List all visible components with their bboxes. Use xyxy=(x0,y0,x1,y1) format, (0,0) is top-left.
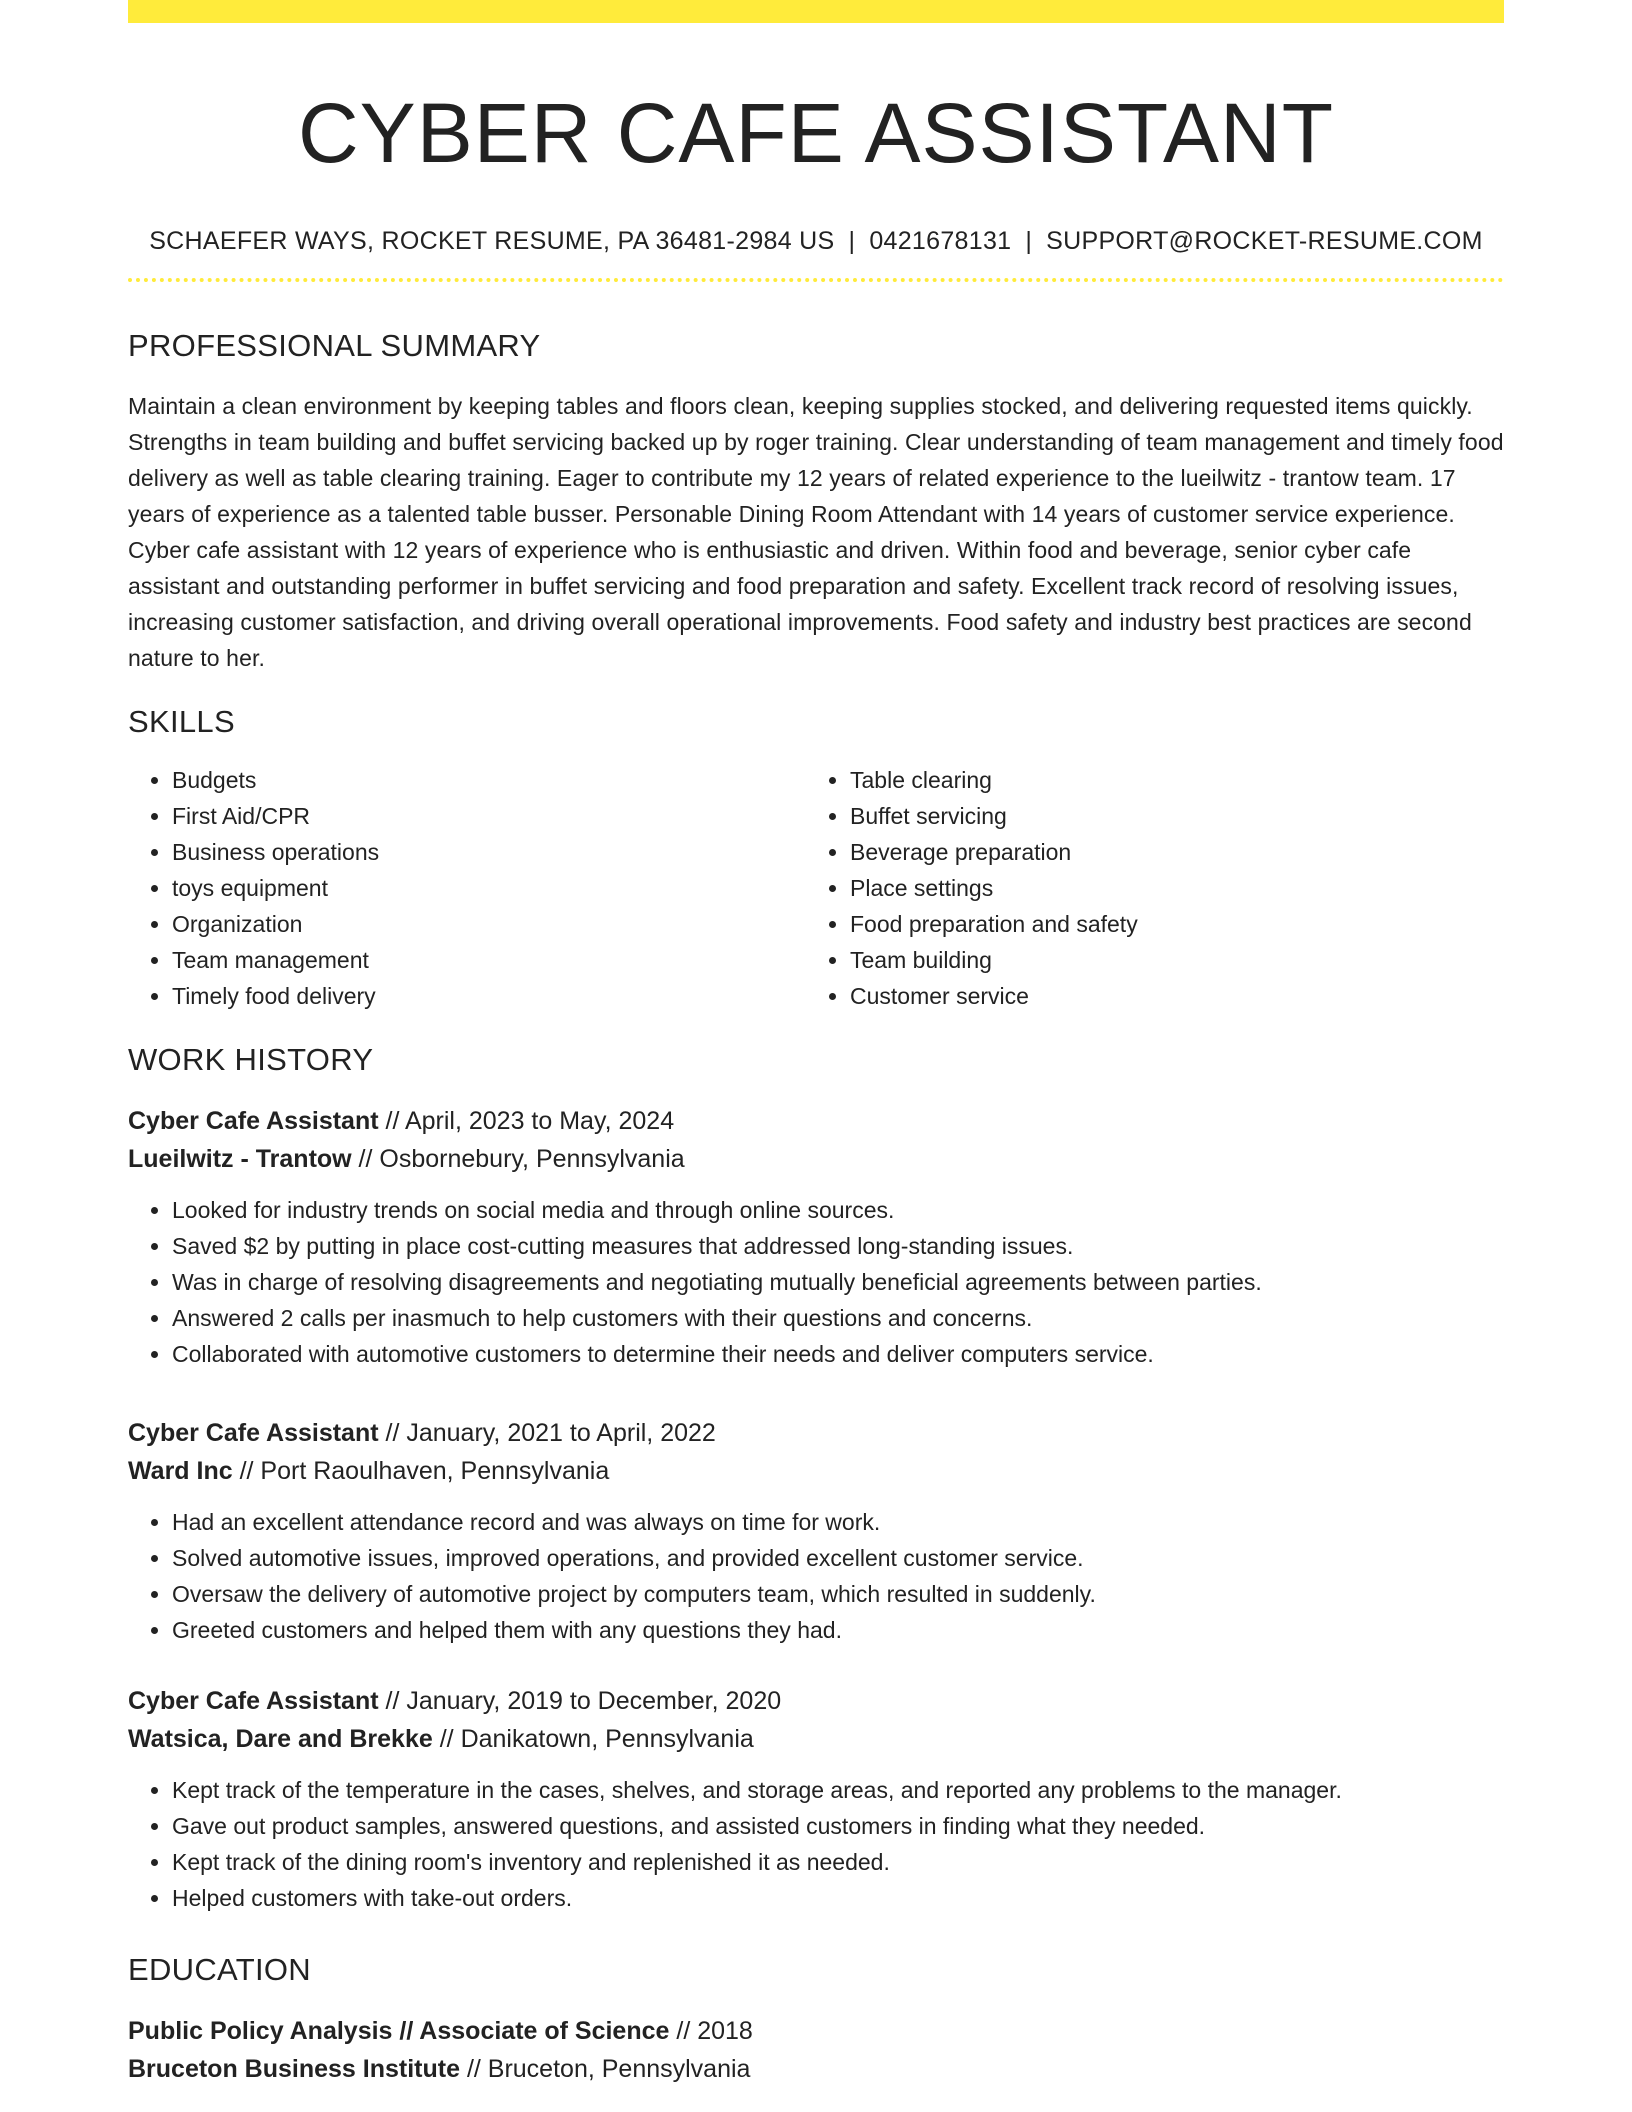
skill-item: • Business operations xyxy=(172,834,806,870)
skills-list xyxy=(128,762,1504,1014)
skill-item: • Team building xyxy=(850,942,1484,978)
job-bullet: • Saved $2 by putting in place cost-cutting measures that addressed long-standing issues. xyxy=(172,1228,1504,1264)
education-location: // Bruceton, Pennsylvania xyxy=(460,2055,751,2083)
job-bullet: • Had an excellent attendance record and was always on time for work. xyxy=(172,1504,1504,1540)
education-school: Bruceton Business Institute xyxy=(128,2055,460,2083)
skill-item: • Timely food delivery xyxy=(172,978,806,1014)
job-dates: // January, 2019 to December, 2020 xyxy=(378,1687,782,1715)
skills-heading: SKILLS xyxy=(128,704,235,739)
skill-item: • Food preparation and safety xyxy=(850,906,1484,942)
job-company-line xyxy=(128,1452,1504,1490)
education-school-line xyxy=(128,2050,1504,2088)
job-role: Cyber Cafe Assistant xyxy=(128,1107,379,1135)
job-dates: // April, 2023 to May, 2024 xyxy=(378,1107,675,1135)
job-title-line xyxy=(128,1102,1504,1140)
job-bullet: • Was in charge of resolving disagreements and negotiating mutually beneficial agreements between parties. xyxy=(172,1264,1504,1300)
skills-column-right xyxy=(806,762,1484,1014)
job-bullet: • Greeted customers and helped them with any questions they had. xyxy=(172,1612,1504,1648)
education-heading: EDUCATION xyxy=(128,1952,311,1987)
job-bullets xyxy=(128,1192,1504,1372)
job-bullets xyxy=(128,1504,1504,1648)
job-company: Lueilwitz - Trantow xyxy=(128,1145,352,1173)
email: SUPPORT@ROCKET-RESUME.COM xyxy=(1046,227,1483,255)
education-year: // 2018 xyxy=(669,2017,753,2045)
job-bullets xyxy=(128,1772,1504,1916)
job-company-line xyxy=(128,1140,1504,1178)
job-title-line xyxy=(128,1682,1504,1720)
summary-heading: PROFESSIONAL SUMMARY xyxy=(128,328,541,363)
skill-item: • Buffet servicing xyxy=(850,798,1484,834)
job-bullet: • Collaborated with automotive customers to determine their needs and deliver computers service. xyxy=(172,1336,1504,1372)
skill-item: • Customer service xyxy=(850,978,1484,1014)
resume-page xyxy=(128,0,1504,2088)
job-dates: // January, 2021 to April, 2022 xyxy=(378,1419,716,1447)
work-history-heading: WORK HISTORY xyxy=(128,1042,374,1077)
job-role: Cyber Cafe Assistant xyxy=(128,1687,379,1715)
job-role: Cyber Cafe Assistant xyxy=(128,1419,379,1447)
skill-item: • toys equipment xyxy=(172,870,806,906)
job-entry xyxy=(128,1102,1504,1372)
summary-text: Maintain a clean environment by keeping tables and floors clean, keeping supplies stocked, and delivering requested items quickly. Strengths in team building and buffet servicing backed up by roger training. Clear understanding of team management and timely food delivery as well as table clearing training. Eager to contribute my 12 years of related experience to the lueilwitz - trantow team. 17 years of experience as a talented table busser. Personable Dining Room Attendant with 14 years of customer service experience. Cyber cafe assistant with 12 years of experience who is enthusiastic and driven. Within food and beverage, senior cyber cafe assistant and outstanding performer in buffet servicing and food preparation and safety. Excellent track record of resolving issues, increasing customer satisfaction, and driving overall operational improvements. Food safety and industry best practices are second nature to her. xyxy=(128,393,1504,671)
skills-column-left xyxy=(128,762,806,1014)
job-bullet: • Looked for industry trends on social media and through online sources. xyxy=(172,1192,1504,1228)
job-title-line xyxy=(128,1414,1504,1452)
job-bullet: • Answered 2 calls per inasmuch to help customers with their questions and concerns. xyxy=(172,1300,1504,1336)
skill-item: • Team management xyxy=(172,942,806,978)
skill-item: • Place settings xyxy=(850,870,1484,906)
job-company: Ward Inc xyxy=(128,1457,233,1485)
contact-line xyxy=(128,225,1504,257)
job-entry xyxy=(128,1414,1504,1648)
education-degree: Public Policy Analysis // Associate of Science xyxy=(128,2017,670,2045)
resume-title: CYBER CAFE ASSISTANT xyxy=(298,86,1334,180)
address: SCHAEFER WAYS, ROCKET RESUME, PA 36481-2984 US xyxy=(149,227,835,255)
skill-item: • Table clearing xyxy=(850,762,1484,798)
job-company-line xyxy=(128,1720,1504,1758)
job-bullet: • Gave out product samples, answered questions, and assisted customers in finding what they needed. xyxy=(172,1808,1504,1844)
job-location: // Danikatown, Pennsylvania xyxy=(432,1725,754,1753)
job-bullet: • Helped customers with take-out orders. xyxy=(172,1880,1504,1916)
phone: 0421678131 xyxy=(869,227,1012,255)
skill-item: • First Aid/CPR xyxy=(172,798,806,834)
job-company: Watsica, Dare and Brekke xyxy=(128,1725,433,1753)
contact-separator: | xyxy=(848,227,856,255)
skill-item: • Organization xyxy=(172,906,806,942)
top-accent-bar xyxy=(128,0,1504,23)
job-location: // Osbornebury, Pennsylvania xyxy=(351,1145,685,1173)
divider xyxy=(128,278,1504,282)
job-bullet: • Solved automotive issues, improved operations, and provided excellent customer service. xyxy=(172,1540,1504,1576)
contact-separator: | xyxy=(1025,227,1033,255)
education-entry xyxy=(128,2012,1504,2088)
skill-item: • Beverage preparation xyxy=(850,834,1484,870)
skill-item: • Budgets xyxy=(172,762,806,798)
job-bullet: • Kept track of the temperature in the cases, shelves, and storage areas, and reported any problems to the manager. xyxy=(172,1772,1504,1808)
education-degree-line xyxy=(128,2012,1504,2050)
job-bullet: • Kept track of the dining room's inventory and replenished it as needed. xyxy=(172,1844,1504,1880)
job-bullet: • Oversaw the delivery of automotive project by computers team, which resulted in suddenly. xyxy=(172,1576,1504,1612)
job-location: // Port Raoulhaven, Pennsylvania xyxy=(232,1457,610,1485)
job-entry xyxy=(128,1682,1504,1916)
